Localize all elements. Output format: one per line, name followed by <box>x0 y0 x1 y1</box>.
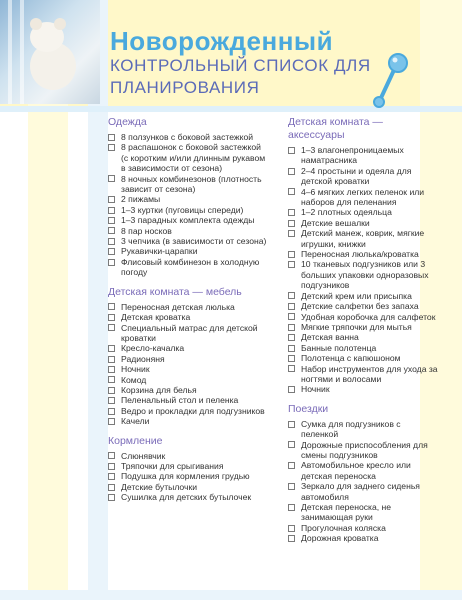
checklist-item[interactable] <box>108 194 268 204</box>
checklist-item-label: Автомобильное кресло или детская переноска <box>301 460 411 481</box>
bear-ear <box>54 18 66 30</box>
checklist-item[interactable] <box>108 312 268 322</box>
checkbox-icon[interactable] <box>288 504 295 511</box>
checkbox-icon[interactable] <box>108 366 115 373</box>
checkbox-icon[interactable] <box>108 196 115 203</box>
checklist-item[interactable] <box>288 332 438 342</box>
checklist-item-label: Слюнявчик <box>121 450 166 461</box>
checklist-item[interactable] <box>108 174 268 195</box>
checklist-item[interactable] <box>288 166 438 187</box>
checklist-item[interactable] <box>108 416 268 426</box>
checklist-item[interactable] <box>108 375 268 385</box>
checkbox-icon[interactable] <box>288 292 295 299</box>
checkbox-icon[interactable] <box>108 484 115 491</box>
checklist-item[interactable] <box>288 419 438 440</box>
checkbox-icon[interactable] <box>108 494 115 501</box>
checklist-item-label: Мягкие тряпочки для мытья <box>301 321 412 332</box>
checklist-item[interactable] <box>108 354 268 364</box>
checklist-item[interactable] <box>108 132 268 142</box>
checklist-item-label: Специальный матрас для детской кроватки <box>121 322 258 343</box>
checklist-item-label: Качели <box>121 416 150 427</box>
checkbox-icon[interactable] <box>108 463 115 470</box>
checkbox-icon[interactable] <box>108 408 115 415</box>
checkbox-icon[interactable] <box>288 303 295 310</box>
checklist-item-label: Детская ванна <box>301 332 359 343</box>
checkbox-icon[interactable] <box>108 376 115 383</box>
checkbox-icon[interactable] <box>288 365 295 372</box>
checklist-item-label: 10 тканевых подгузников или 3 больших упаковки одноразовых подгузников <box>301 259 429 291</box>
checkbox-icon[interactable] <box>108 175 115 182</box>
checklist-item[interactable] <box>108 302 268 312</box>
checklist-item-label: Детский манеж, коврик, мягкие игрушки, книжки <box>301 228 425 249</box>
checklist-item-label: Детская кроватка <box>121 312 191 323</box>
checklist-item[interactable] <box>108 395 268 405</box>
checkbox-icon[interactable] <box>288 462 295 469</box>
bear-ear <box>30 18 42 30</box>
checklist-item[interactable] <box>108 236 268 246</box>
checklist-item[interactable] <box>108 323 268 344</box>
checklist-item-label: Рукавички-царапки <box>121 246 198 257</box>
checklist-item-label: 1–3 влагонепроницаемых наматрасника <box>301 145 404 166</box>
checkbox-icon[interactable] <box>108 238 115 245</box>
checkbox-icon[interactable] <box>108 227 115 234</box>
checkbox-icon[interactable] <box>288 261 295 268</box>
checkbox-icon[interactable] <box>288 483 295 490</box>
page-subtitle-line-1: КОНТРОЛЬНЫЙ СПИСОК ДЛЯ <box>110 56 371 75</box>
checklist-item[interactable] <box>288 343 438 353</box>
checklist-item-label: 8 ползунков с боковой застежкой <box>121 132 254 142</box>
checklist-item[interactable] <box>108 226 268 236</box>
checklist-item[interactable] <box>288 322 438 332</box>
checklist-item-label: 2–4 простыни и одеяла для детской кроватки <box>301 165 412 187</box>
rattle-icon <box>372 52 412 108</box>
checkbox-icon[interactable] <box>108 207 115 214</box>
checklist-item[interactable] <box>108 406 268 416</box>
checkbox-icon[interactable] <box>288 168 295 175</box>
crib-bar <box>20 0 24 104</box>
checklist-item[interactable] <box>288 291 438 301</box>
checklist-item-label: 1–3 парадных комплекта одежды <box>121 215 255 226</box>
checklist-item-label: Флисовый комбинезон в холодную погоду <box>121 256 260 278</box>
checklist-section <box>108 286 268 427</box>
checklist-item[interactable] <box>288 312 438 322</box>
checklist-item-label: 1–2 плотных одеяльца <box>301 207 392 218</box>
checkbox-icon[interactable] <box>288 188 295 195</box>
checkbox-icon[interactable] <box>108 248 115 255</box>
right-column <box>288 116 438 552</box>
checklist-item[interactable] <box>108 246 268 256</box>
checklist-section <box>108 116 268 278</box>
page-subtitle-line-2: ПЛАНИРОВАНИЯ <box>110 78 260 97</box>
checklist-item-label: Полотенца с капюшоном <box>301 353 401 364</box>
checklist-item-label: Банные полотенца <box>301 342 377 353</box>
checklist-item-label: 8 ночных комбинезонов (плотность зависит от сезона) <box>121 173 262 195</box>
checkbox-icon[interactable] <box>288 535 295 542</box>
checklist-item-label: Ночник <box>301 384 330 395</box>
checklist-item-label: Комод <box>121 374 147 385</box>
checklist-item[interactable] <box>288 249 438 259</box>
checklist-item[interactable] <box>108 205 268 215</box>
checkbox-icon[interactable] <box>288 345 295 352</box>
section-title: Одежда <box>108 116 147 128</box>
checklist-item[interactable] <box>288 187 438 208</box>
checkbox-icon[interactable] <box>108 303 115 310</box>
checkbox-icon[interactable] <box>108 473 115 480</box>
checkbox-icon[interactable] <box>288 220 295 227</box>
checklist-item-label: Корзина для белья <box>121 384 197 395</box>
checklist-item-label: Детские бутылочки <box>121 481 198 492</box>
checklist-item-label: Сушилка для детских бутылочек <box>121 492 252 503</box>
checklist-item-label: Прогулочная коляска <box>301 522 386 533</box>
checklist-item-label: 2 пижамы <box>121 194 161 205</box>
checklist-item[interactable] <box>288 364 438 385</box>
checkbox-icon[interactable] <box>108 345 115 352</box>
checklist-item-label: Набор инструментов для ухода за ногтями и волосами <box>301 363 438 384</box>
checkbox-icon[interactable] <box>288 441 295 448</box>
checkbox-icon[interactable] <box>108 324 115 331</box>
checklist-item[interactable] <box>108 461 268 471</box>
checklist-item-label: Детская переноска, не занимающая руки <box>301 502 392 523</box>
checklist-item[interactable] <box>288 440 438 461</box>
checkbox-icon[interactable] <box>288 313 295 320</box>
checklist-item[interactable] <box>108 142 268 173</box>
checklist-item[interactable] <box>108 451 268 461</box>
checkbox-icon[interactable] <box>288 251 295 258</box>
checklist-section <box>108 435 268 503</box>
checklist-item[interactable] <box>108 492 268 502</box>
checklist-item[interactable] <box>288 384 438 394</box>
checkbox-icon[interactable] <box>108 144 115 151</box>
checklist-item[interactable] <box>108 257 268 278</box>
checkbox-icon[interactable] <box>288 324 295 331</box>
checkbox-icon[interactable] <box>288 525 295 532</box>
checklist-item-label: Детский крем или присыпка <box>301 290 412 301</box>
footer-blue-band <box>0 590 462 600</box>
checklist-item-label: Дорожная кроватка <box>301 533 379 544</box>
checklist-item-label: 8 пар носков <box>121 225 172 236</box>
checklist-item[interactable] <box>288 481 438 502</box>
checklist-item[interactable] <box>108 364 268 374</box>
checklist-item-label: 8 распашонок с боковой застежкой (с коротким и/или длинным рукавом в зависимости от сезона) <box>121 142 266 174</box>
checkbox-icon[interactable] <box>288 355 295 362</box>
checklist-item[interactable] <box>108 215 268 225</box>
checklist-section <box>288 116 438 395</box>
checklist-item-label: 3 чепчика (в зависимости от сезона) <box>121 236 267 247</box>
checklist-item-label: Ведро и прокладки для подгузников <box>121 405 265 416</box>
checkbox-icon[interactable] <box>108 259 115 266</box>
checklist-item[interactable] <box>108 385 268 395</box>
checklist-section <box>288 403 438 544</box>
checklist-item[interactable] <box>288 259 438 290</box>
checklist-item-label: Кресло-качалка <box>121 343 185 354</box>
checklist-item-label: 1–3 куртки (пуговицы спереди) <box>121 204 244 215</box>
checklist-item-label: 4–6 мягких легких пеленок или наборов для пеленания <box>301 186 425 208</box>
checklist-item[interactable] <box>288 523 438 533</box>
checklist-item[interactable] <box>288 533 438 543</box>
section-title: Детская комната — мебель <box>108 285 242 298</box>
checklist-item-label: Зеркало для заднего сиденья автомобиля <box>301 481 420 502</box>
checklist-item-label: Подушка для кормления грудью <box>121 471 250 482</box>
checklist-item-label: Детские вешалки <box>301 217 370 228</box>
checklist-item-label: Радионяня <box>121 353 165 364</box>
checkbox-icon[interactable] <box>288 230 295 237</box>
checkbox-icon[interactable] <box>108 452 115 459</box>
teddy-bear-photo <box>0 0 100 104</box>
checkbox-icon[interactable] <box>108 397 115 404</box>
checkbox-icon[interactable] <box>288 147 295 154</box>
page-title: Новорожденный <box>110 26 334 56</box>
checklist-item-label: Сумка для подгузников с пеленкой <box>301 418 401 440</box>
checklist-item[interactable] <box>288 502 438 523</box>
crib-bar <box>8 0 12 104</box>
checklist-item[interactable] <box>288 228 438 249</box>
section-title: Поездки <box>288 402 329 415</box>
checkbox-icon[interactable] <box>288 386 295 393</box>
checklist-item[interactable] <box>108 343 268 353</box>
checkbox-icon[interactable] <box>108 356 115 363</box>
checklist-item-label: Ночник <box>121 364 150 375</box>
checklist-item-label: Детские салфетки без запаха <box>301 301 419 312</box>
checklist-item[interactable] <box>288 353 438 363</box>
checklist-item[interactable] <box>288 145 438 166</box>
checklist-item[interactable] <box>288 207 438 217</box>
checklist-item[interactable] <box>288 460 438 481</box>
checklist-item-label: Переносная люлька/кроватка <box>301 249 419 260</box>
checkbox-icon[interactable] <box>288 334 295 341</box>
checklist-item[interactable] <box>108 482 268 492</box>
checkbox-icon[interactable] <box>108 217 115 224</box>
checklist-item[interactable] <box>288 218 438 228</box>
checklist-item-label: Переносная детская люлька <box>121 301 235 312</box>
checklist-item-label: Пеленальный стол и пеленка <box>121 395 239 406</box>
checklist-item[interactable] <box>108 471 268 481</box>
section-title: Кормление <box>108 434 163 447</box>
checklist-item-label: Удобная коробочка для салфеток <box>301 311 436 322</box>
checkbox-icon[interactable] <box>108 134 115 141</box>
checklist-item-label: Тряпочки для срыгивания <box>121 460 224 471</box>
checklist-item[interactable] <box>288 301 438 311</box>
checkbox-icon[interactable] <box>108 387 115 394</box>
section-title: Детская комната — аксессуары <box>288 116 383 141</box>
checklist-item-label: Дорожные приспособления для смены подгузников <box>301 439 428 460</box>
checkbox-icon[interactable] <box>108 418 115 425</box>
left-column <box>108 116 268 511</box>
checkbox-icon[interactable] <box>288 421 295 428</box>
checkbox-icon[interactable] <box>108 314 115 321</box>
checkbox-icon[interactable] <box>288 209 295 216</box>
